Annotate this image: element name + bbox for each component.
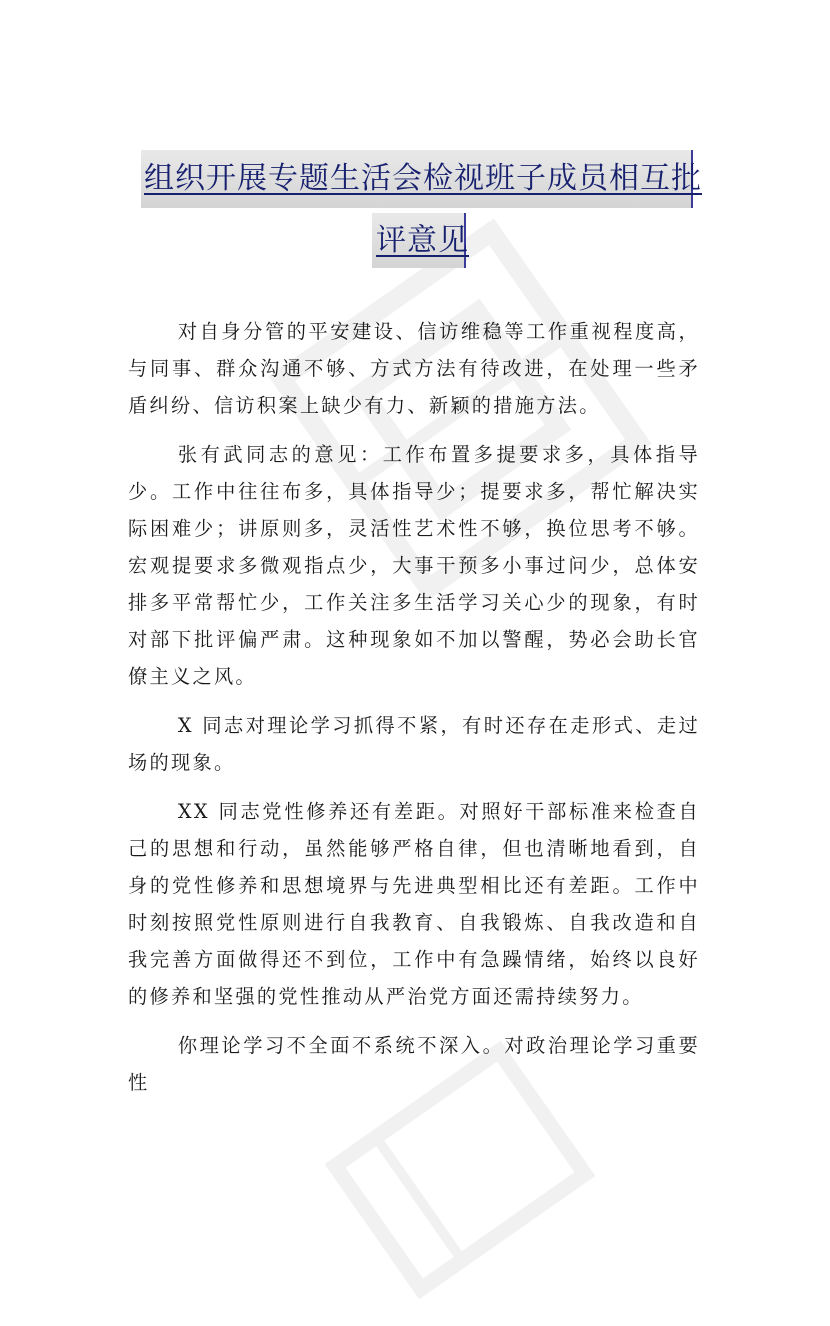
document-title-line-1: 组织开展专题生活会检视班子成员相互批 (141, 150, 693, 208)
body-paragraph-5: 你理论学习不全面不系统不深入。对政治理论学习重要性 (128, 1034, 700, 1094)
body-paragraph-2: 张有武同志的意见：工作布置多提要求多，具体指导少。工作中往往布多，具体指导少；提要求多，帮忙解决实际困难少；讲原则多，灵活性艺术性不够，换位思考不够。宏观提要求多微观指点少，大事干预多小事过问少，总体安排多平常帮忙少，工作关注多生活学习关心少的现象，有时对部下批评偏严肃。这种现象如不加以警醒，势必会助长官僚主义之风。 (128, 443, 700, 688)
body-paragraph-3: X 同志对理论学习抓得不紧，有时还存在走形式、走过场的现象。 (128, 714, 700, 774)
body-paragraph-4: XX 同志党性修养还有差距。对照好干部标准来检查自己的思想和行动，虽然能够严格自律，但也清晰地看到，自身的党性修养和思想境界与先进典型相比还有差距。工作中时刻按照党性原则进行自我教育、自我锻炼、自我改造和自我完善方面做得还不到位，工作中有急躁情绪，始终以良好的修养和坚强的党性推动从严治党方面还需持续努力。 (128, 800, 700, 1008)
document-body (128, 313, 700, 1113)
document-title-line-2: 评意见 (372, 213, 466, 268)
body-paragraph-1: 对自身分管的平安建设、信访维稳等工作重视程度高，与同事、群众沟通不够、方式方法有待改进，在处理一些矛盾纠纷、信访积案上缺少有力、新颖的措施方法。 (128, 320, 700, 417)
